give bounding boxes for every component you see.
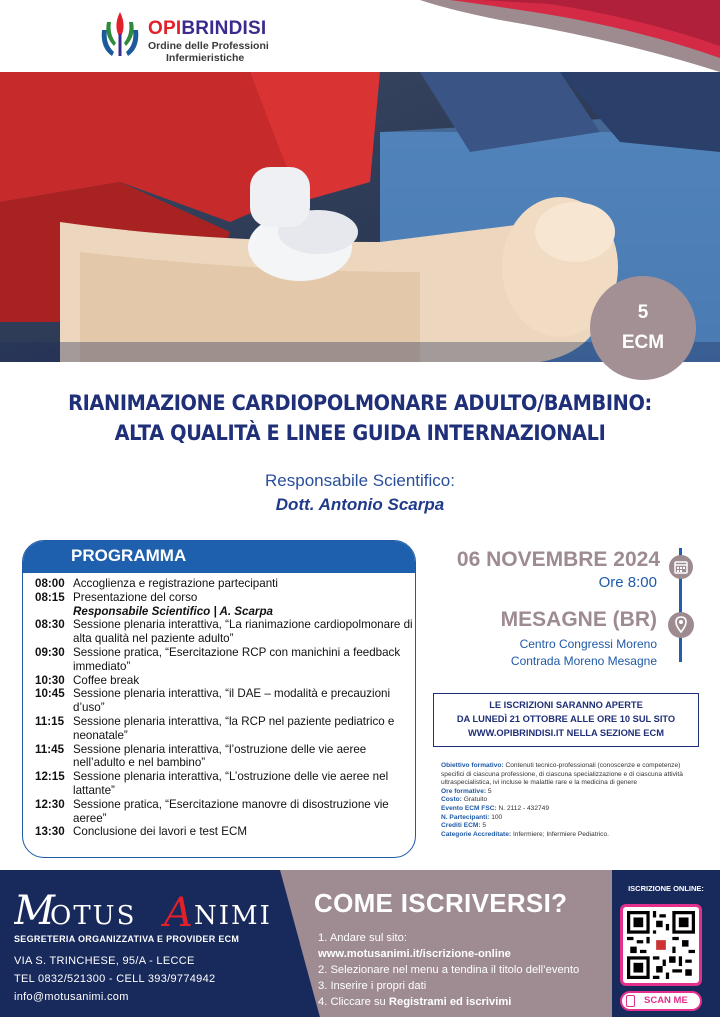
programma-list: [35, 577, 413, 839]
opi-brindisi-name: [148, 18, 266, 40]
event-date: 06 NOVEMBRE 2024: [456, 548, 660, 571]
registration-steps: [318, 930, 618, 1010]
programma-text: Sessione plenaria interattiva, “l’ostruzione delle vie aeree nell’adulto e nel bambino”: [73, 742, 367, 770]
qr-label: ISCRIZIONE ONLINE:: [628, 884, 704, 893]
info-label: N. Partecipanti:: [441, 813, 490, 821]
svg-text:A: A: [164, 890, 193, 934]
phone-icon: [626, 995, 635, 1007]
logo-name-red: OPI: [148, 18, 182, 39]
title-line-2: ALTA QUALITÀ E LINEE GUIDA INTERNAZIONALI: [114, 421, 606, 445]
iscrizioni-line-1: LE ISCRIZIONI SARANNO APERTE: [489, 700, 643, 710]
iscrizioni-line-3: WWW.OPIBRINDISI.IT NELLA SEZIONE ECM: [468, 728, 664, 738]
step-1-url[interactable]: [318, 946, 618, 962]
programma-text: Sessione plenaria interattiva, “la RCP nel paziente pediatrico e neonatale”: [73, 714, 395, 742]
step-3: 3. Inserire i propri dati: [318, 980, 427, 992]
responsabile-label: Responsabile Scientifico:: [265, 471, 455, 490]
info-value: 100: [491, 813, 503, 821]
svg-text:M: M: [14, 888, 55, 934]
step-4-text: 4. Cliccare su: [318, 996, 389, 1008]
calendar-icon: [669, 555, 693, 579]
programma-text: Sessione plenaria interattiva, “il DAE – modalità e precauzioni d’uso”: [73, 687, 391, 715]
programma-time: 12:15: [35, 770, 65, 784]
info-value: Infermiere; Infermiere Pediatrico.: [512, 830, 609, 838]
info-label: Categorie Accreditate:: [441, 830, 512, 838]
info-value: 5: [482, 822, 487, 830]
info-label: Costo:: [441, 796, 462, 804]
info-label: Ore formative:: [441, 787, 487, 795]
registration-link[interactable]: www.motusanimi.it/iscrizione-online: [318, 948, 511, 960]
ecm-credits-badge: [590, 276, 696, 380]
scan-me-button[interactable]: SCAN ME: [620, 991, 702, 1011]
programma-time: 11:45: [35, 742, 65, 756]
programma-item: [35, 687, 413, 715]
event-time: Ore 8:00: [598, 574, 657, 591]
info-label: Obiettivo formativo:: [441, 762, 504, 769]
programma-text: Conclusione dei lavori e test ECM: [73, 825, 247, 839]
motus-subtitle: SEGRETERIA ORGANIZZATIVA E PROVIDER ECM: [14, 934, 240, 944]
info-categorie: [441, 831, 697, 840]
step-1: 1. Andare sul sito:: [318, 932, 407, 944]
motus-email[interactable]: info@motusanimi.com: [14, 991, 129, 1003]
opi-logo-icon: [96, 10, 144, 64]
programma-text: Sessione plenaria interattiva, “L’ostruzione delle vie aeree nel lattante”: [73, 770, 389, 797]
info-label: Evento ECM FSC:: [441, 804, 497, 812]
ecm-info: [441, 762, 697, 839]
info-value: N. 2112 - 432749: [498, 804, 549, 812]
programma-text: Sessione pratica, “Esercitazione RCP con manichini a feedback immediato”: [73, 645, 401, 673]
programma-text: [73, 591, 413, 619]
programma-item: [35, 825, 413, 839]
programma-item: [35, 743, 413, 771]
step-4: [318, 994, 618, 1010]
programma-time: 08:30: [35, 618, 65, 632]
info-costo: [441, 796, 697, 805]
qr-code[interactable]: [620, 904, 702, 986]
step-4-action: Registrami ed iscrivimi: [388, 996, 512, 1008]
come-iscriversi-title: COME ISCRIVERSI?: [314, 888, 568, 918]
info-label: Crediti ECM:: [441, 822, 481, 830]
programma-item: [35, 674, 413, 688]
logo-subtitle-2: Infermieristiche: [166, 52, 245, 64]
programma-item: [35, 591, 413, 619]
programma-item: [35, 618, 413, 646]
badge-label: ECM: [621, 332, 665, 353]
responsabile-name: Dott. Antonio Scarpa: [275, 495, 445, 514]
motus-address: VIA S. TRINCHESE, 95/A - LECCE: [14, 955, 195, 967]
info-ore: [441, 788, 697, 797]
event-place: MESAGNE (BR): [500, 608, 657, 631]
qr-code-icon: [627, 911, 695, 979]
programma-item: [35, 646, 413, 674]
event-venue: Centro Congressi Moreno: [519, 637, 657, 651]
info-evento: [441, 805, 697, 814]
info-crediti: [441, 822, 697, 831]
programma-text: Accoglienza e registrazione partecipanti: [73, 577, 278, 590]
programma-time: 10:45: [35, 687, 65, 701]
programma-time: 13:30: [35, 825, 65, 839]
event-venue-address: Contrada Moreno Mesagne: [510, 654, 657, 668]
iscrizioni-notice: [433, 693, 699, 747]
svg-text:OTUS: OTUS: [50, 901, 137, 931]
logo-name-blue: BRINDISI: [181, 18, 267, 39]
programma-text: Sessione pratica, “Esercitazione manovre di disostruzione vie aeree”: [73, 797, 389, 825]
info-value: 5: [487, 787, 492, 795]
logo-subtitle-1: Ordine delle Professioni: [148, 40, 269, 52]
programma-time: 08:00: [35, 577, 65, 590]
iscrizioni-line-2: DA LUNEDÌ 21 OTTOBRE ALLE ORE 10 SUL SITO: [456, 714, 676, 724]
programma-text: Coffee break: [73, 673, 140, 687]
motus-phones: TEL 0832/521300 - CELL 393/9774942: [14, 973, 216, 985]
programma-text: Sessione plenaria interattiva, “La rianimazione cardiopolmonare di alta qualità nel paziente adulto”: [73, 618, 413, 646]
programma-box: [22, 540, 416, 858]
programma-item: [35, 577, 413, 591]
programma-note: Responsabile Scientifico | A. Scarpa: [73, 604, 273, 618]
motus-animi-logo: [14, 888, 274, 934]
location-pin-icon: [668, 612, 694, 638]
programma-item: [35, 770, 413, 798]
svg-text:NIMI: NIMI: [194, 901, 272, 931]
programma-time: 11:15: [35, 714, 65, 728]
info-obiettivo: [441, 762, 697, 788]
programma-time: 10:30: [35, 673, 65, 687]
corner-decoration: [420, 0, 720, 72]
badge-number: 5: [637, 302, 649, 323]
programma-item: [35, 715, 413, 743]
programma-item: [35, 798, 413, 826]
course-title: [47, 388, 673, 448]
info-value: Gratuito: [463, 796, 488, 804]
programma-text-main: Presentazione del corso: [73, 590, 198, 604]
programma-time: 12:30: [35, 797, 65, 811]
programma-time: 09:30: [35, 645, 65, 659]
info-value: Contenuti tecnico-professionali (conoscenze e competenze) specifici di ciascuna professione, di ciascuna specializzazione e di ciascuna attività ultraspecialistica, ivi incluse le malattie rare e la medicina di genere: [441, 762, 683, 787]
step-2: 2. Selezionare nel menu a tendina il titolo dell’evento: [318, 964, 580, 976]
programma-time: 08:15: [35, 590, 65, 604]
programma-title: PROGRAMMA: [71, 546, 187, 565]
title-line-1: RIANIMAZIONE CARDIOPOLMONARE ADULTO/BAMBINO:: [68, 391, 652, 415]
info-partecipanti: [441, 814, 697, 823]
